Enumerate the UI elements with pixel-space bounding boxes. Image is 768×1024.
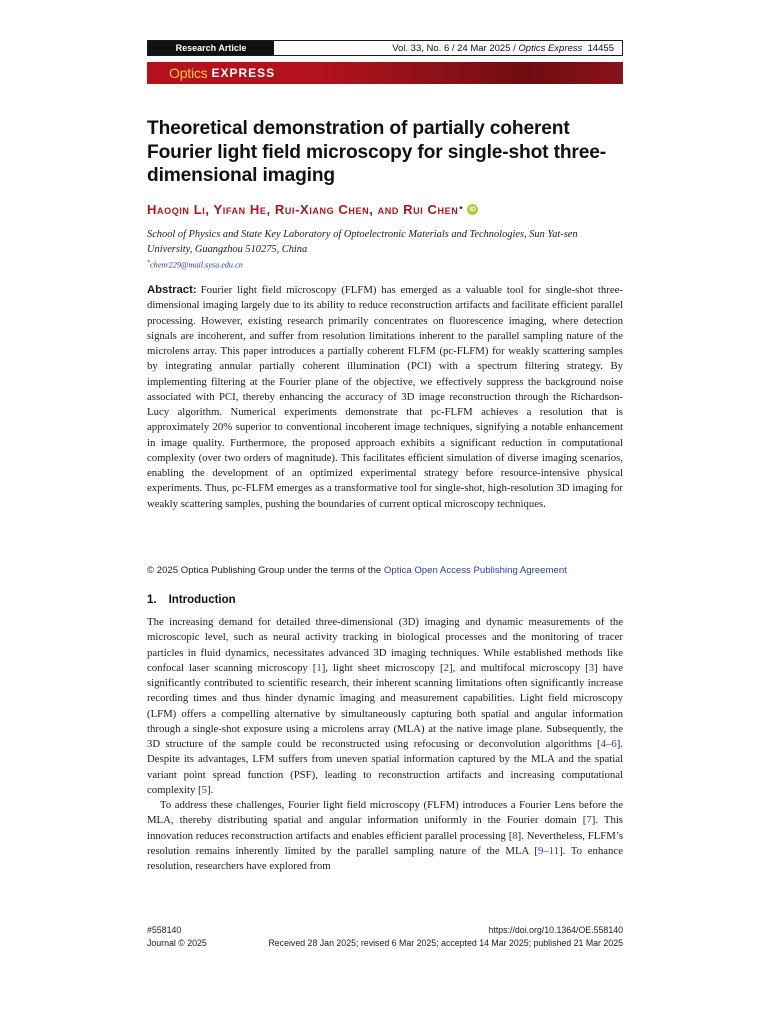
page-number: 14455 xyxy=(587,42,614,54)
license-link[interactable]: Optica Open Access Publishing Agreement xyxy=(383,565,567,576)
citation-link[interactable]: 5 xyxy=(201,783,208,796)
page-footer xyxy=(147,924,623,950)
introduction-body xyxy=(147,615,623,874)
paragraph-text: ]. To enhance resolution, researchers have explored from xyxy=(147,844,623,872)
email-mark: * xyxy=(147,260,150,266)
citation-link[interactable]: 4–6 xyxy=(600,738,617,750)
citation-line xyxy=(274,43,622,54)
paragraph-text: ], and multifocal microscopy [ xyxy=(448,661,589,674)
citation-link[interactable]: 8 xyxy=(512,829,518,842)
author-names: Haoqin Li, Yifan He, Rui-Xiang Chen, and Rui Chen xyxy=(147,202,459,217)
paragraph xyxy=(147,798,623,874)
section-heading xyxy=(147,594,623,606)
paragraph-text: ]. xyxy=(207,783,214,796)
corresponding-email-line xyxy=(147,257,623,272)
citation-link[interactable]: 1 xyxy=(316,661,322,674)
journal-logo-band xyxy=(147,62,623,84)
copyright-text: Journal © 2025 xyxy=(147,938,207,948)
journal-logo-express: EXPRESS xyxy=(211,66,276,80)
paragraph xyxy=(147,615,623,798)
article-title: Theoretical demonstration of partially coherent Fourier light field microscopy for single-shot three-dimensional imaging xyxy=(147,118,606,186)
paragraph-text: ]. This innovation reduces reconstruction artifacts and enables efficient parallel processing [ xyxy=(147,814,623,842)
section-number: 1. xyxy=(147,594,157,606)
journal-header-bar xyxy=(147,40,623,56)
citation-prefix: Vol. 33, No. 6 / 24 Mar 2025 / xyxy=(392,42,519,54)
section-title: Introduction xyxy=(168,594,236,606)
paragraph-text: The increasing demand for detailed three-dimensional (3D) imaging and dynamic measurements of the microscopic level, such as neural activity tracking in biological processes and the monitoring of tracer particles in fluid dynamics, necessitates advanced 3D imaging techniques. While established methods like confocal laser scanning microscopy [ xyxy=(147,616,623,674)
paragraph-text: ] have significantly contributed to scientific research, their inherent scanning limitations often significantly increase recording times and thus hinder dynamic imaging and measurement capabilities. Light field microscopy (LFM) offers a compelling alternative by simultaneously capturing both spatial and angular information through a single-shot exposure using a microlens array (MLA) at the native image plane. Subsequently, the 3D structure of the sample could be reconstructed using refocusing or deconvolution algorithms [ xyxy=(147,661,623,750)
citation-link[interactable]: 3 xyxy=(588,661,595,674)
corresponding-author-mark: * xyxy=(459,205,464,214)
journal-name: Optics Express xyxy=(518,42,583,54)
abstract-label: Abstract: xyxy=(147,284,197,296)
license-prefix: © 2025 Optica Publishing Group under the terms of the xyxy=(147,565,384,576)
abstract-block xyxy=(147,283,623,512)
publication-dates: Received 28 Jan 2025; revised 6 Mar 2025; accepted 14 Mar 2025; published 21 Mar 2025 xyxy=(268,938,623,948)
license-line xyxy=(147,565,623,576)
affiliation-text: School of Physics and State Key Laboratory of Optoelectronic Materials and Technologies, Sun Yat-sen University, Guangzhou 510275, China xyxy=(147,229,578,255)
author-list xyxy=(147,202,623,217)
citation-link[interactable]: 7 xyxy=(586,814,592,827)
article-type-label: Research Article xyxy=(148,41,274,55)
doi-link[interactable]: https://doi.org/10.1364/OE.558140 xyxy=(488,925,623,935)
journal-logo-optics: Optics xyxy=(169,65,208,81)
paragraph-text: ], light sheet microscopy [ xyxy=(321,661,444,674)
abstract-text: Fourier light field microscopy (FLFM) has emerged as a valuable tool for single-shot three-dimensional imaging largely due to its ability to reduce reconstruction artifacts and facilitate efficient parallel processing. However, existing research primarily concentrates on fluorescence imaging, where detection signals are incoherent, and suffer from resolution limitations inherent to the parallel sampling nature of the microlens array. This paper introduces a partially coherent FLFM (pc-FLFM) for weakly scattering samples by integrating annular partially coherent illumination (PCI) with a spectrum filtering strategy. By implementing filtering at the Fourier plane of the objective, we effectively suppress the background noise associated with PCI, thereby enhancing the accuracy of 3D image reconstruction through the Richardson-Lucy algorithm. Numerical experiments demonstrate that pc-FLFM achieves a resolution that is approximately 20% superior to conventional incoherent image techniques, signifying a notable enhancement in image quality. Furthermore, the proposed approach exhibits a significant reduction in computational complexity (over two orders of magnitude). This facilitates efficient simulation of diverse imaging scenarios, enabling the development of an optimized experimental strategy before resource-intensive physical experiments. Thus, pc-FLFM emerges as a transformative tool for single-shot, high-resolution 3D imaging for weakly scattering samples, pushing the boundaries of current optical microscopy techniques. xyxy=(147,284,623,510)
paragraph-text: To address these challenges, Fourier light field microscopy (FLFM) introduces a Fourier Lens before the MLA, thereby distributing spatial and angular information uniformly in the Fourier domain [ xyxy=(147,799,623,827)
citation-link[interactable]: 9–11 xyxy=(537,844,560,857)
orcid-icon[interactable]: iD xyxy=(467,204,478,215)
citation-link[interactable]: 2 xyxy=(443,661,449,674)
paragraph-text: ]. Nevertheless, FLFM’s resolution remains inherently limited by the parallel sampling nature of the MLA [ xyxy=(147,829,624,857)
email-link[interactable]: chenr229@mail.sysu.edu.cn xyxy=(150,260,243,270)
paragraph-text: ]. Despite its advantages, LFM suffers from uneven spatial information captured by the MLA and the spatial variant point spread function (PSF), leading to reconstruction artifacts and increasing computational complexity [ xyxy=(147,738,623,796)
article-id: #558140 xyxy=(147,925,182,935)
affiliation-block xyxy=(147,228,623,272)
